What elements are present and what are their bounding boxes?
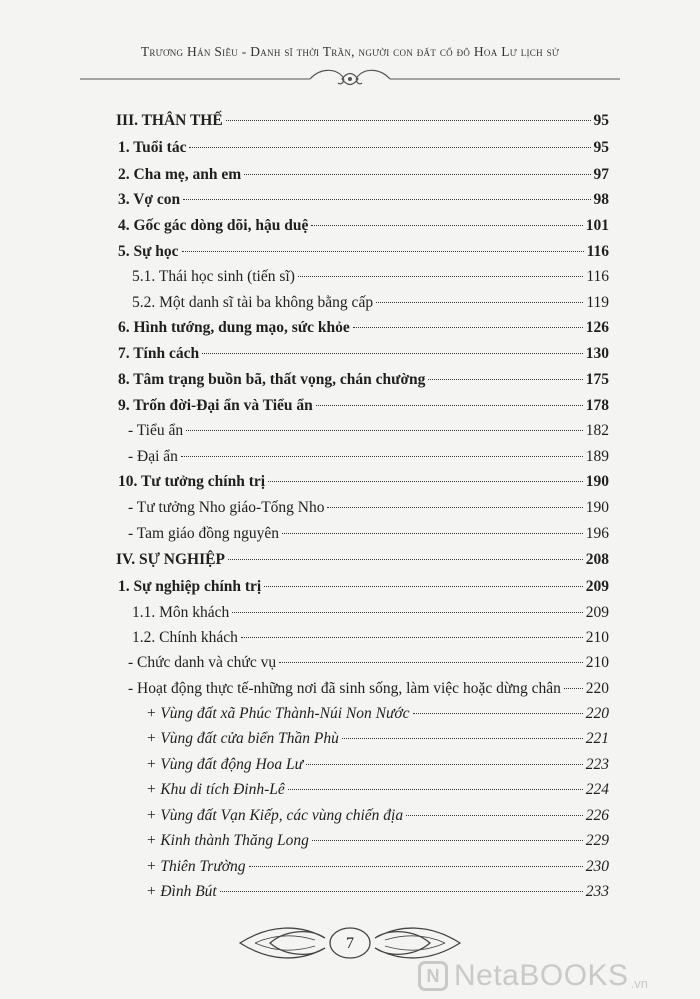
toc-entry — [146, 881, 609, 903]
toc-entry-page: 208 — [585, 551, 609, 568]
toc-entry-title: + Vùng đất Vạn Kiếp, các vùng chiến địa — [146, 807, 404, 824]
toc-entry-title: - Tư tưởng Nho giáo-Tống Nho — [128, 499, 325, 516]
toc-entry-title: IV. SỰ NGHIỆP — [116, 551, 225, 568]
toc-entry — [118, 395, 609, 417]
toc-entry — [146, 805, 609, 827]
toc-entry — [118, 215, 609, 237]
toc-entry-title: - Hoạt động thực tế-những nơi đã sinh sống, làm việc hoặc dừng chân — [128, 680, 561, 697]
dot-leader — [264, 586, 583, 587]
toc-entry-title: - Đại ẩn — [128, 448, 178, 465]
dot-leader — [189, 147, 590, 148]
dot-leader — [220, 891, 583, 892]
toc-entry-title: + Vùng đất động Hoa Lư — [146, 756, 304, 773]
toc-entry-page: 221 — [585, 730, 609, 747]
toc-entry-page: 95 — [593, 112, 609, 129]
dot-leader — [241, 637, 583, 638]
toc-entry — [118, 471, 609, 493]
toc-entry-title: - Tam giáo đồng nguyên — [128, 525, 280, 542]
toc-entry — [118, 343, 609, 365]
toc-entry-page: 209 — [585, 604, 609, 621]
toc-entry-page: 119 — [586, 294, 609, 311]
page-number: 7 — [346, 935, 354, 952]
dot-leader — [228, 559, 583, 560]
toc-entry — [118, 137, 609, 159]
dot-leader — [244, 174, 590, 175]
dot-leader — [232, 612, 582, 613]
dot-leader — [316, 405, 583, 406]
dot-leader — [428, 379, 582, 380]
toc-entry — [146, 830, 609, 852]
table-of-contents — [0, 108, 700, 908]
toc-entry-page: 116 — [586, 268, 609, 285]
toc-entry-title: 4. Gốc gác dòng dõi, hậu duệ — [118, 217, 309, 234]
dot-leader — [288, 789, 583, 790]
toc-entry-title: 6. Hình tướng, dung mạo, sức khỏe — [118, 319, 350, 336]
toc-entry-page: 233 — [585, 883, 609, 900]
dot-leader — [406, 815, 583, 816]
toc-entry — [128, 420, 609, 442]
toc-entry — [146, 856, 609, 878]
toc-entry-page: 126 — [585, 319, 609, 336]
dot-leader — [181, 456, 583, 457]
dot-leader — [202, 353, 583, 354]
toc-entry-title: + Thiên Trường — [146, 858, 246, 875]
toc-entry-page: 101 — [585, 217, 609, 234]
toc-entry-title: 1.2. Chính khách — [132, 629, 238, 646]
toc-entry-title: - Tiểu ẩn — [128, 422, 184, 439]
toc-entry-title: 8. Tâm trạng buồn bã, thất vọng, chán chường — [118, 371, 426, 388]
dot-leader — [353, 327, 583, 328]
toc-entry-page: 210 — [585, 654, 609, 671]
toc-entry-title: 5.2. Một danh sĩ tài ba không bằng cấp — [132, 294, 374, 311]
toc-entry-title: + Vùng đất cửa biển Thần Phù — [146, 730, 339, 747]
toc-entry-page: 223 — [585, 756, 609, 773]
toc-entry-title: + Đình Bút — [146, 883, 217, 900]
toc-entry-page: 226 — [585, 807, 609, 824]
dot-leader — [182, 251, 584, 252]
running-title: Trương Hán Siêu - Danh sĩ thời Trần, người con đất cố đô Hoa Lư lịch sử — [140, 44, 560, 59]
watermark-brand: NetaBOOKS — [454, 959, 629, 992]
toc-entry-title: + Kinh thành Thăng Long — [146, 832, 309, 849]
toc-entry — [146, 779, 609, 801]
toc-entry — [118, 369, 609, 391]
toc-entry — [118, 189, 609, 211]
toc-entry — [128, 446, 609, 468]
toc-entry-title: - Chức danh và chức vụ — [128, 654, 277, 671]
toc-entry — [132, 602, 609, 624]
toc-entry-page: 190 — [585, 499, 609, 516]
dot-leader — [312, 840, 583, 841]
dot-leader — [306, 764, 583, 765]
toc-entry-page: 95 — [593, 139, 609, 156]
toc-entry-page: 220 — [585, 705, 609, 722]
toc-entry-page: 229 — [585, 832, 609, 849]
toc-entry-page: 189 — [585, 448, 609, 465]
toc-entry-page: 210 — [585, 629, 609, 646]
toc-entry-title: + Khu di tích Đinh-Lê — [146, 781, 285, 798]
header-ornament — [80, 66, 620, 92]
toc-entry-title: 2. Cha mẹ, anh em — [118, 166, 242, 183]
dot-leader — [282, 533, 583, 534]
dot-leader — [279, 662, 583, 663]
toc-entry-page: 220 — [585, 680, 609, 697]
toc-entry-page: 190 — [585, 473, 609, 490]
netabooks-logo-icon: N — [418, 961, 448, 991]
dot-leader — [298, 276, 583, 277]
toc-entry-title: + Vùng đất xã Phúc Thành-Núi Non Nước — [146, 705, 410, 722]
dot-leader — [186, 430, 583, 431]
toc-entry-title: 7. Tính cách — [118, 345, 200, 362]
toc-entry — [132, 292, 609, 314]
toc-entry-page: 178 — [585, 397, 609, 414]
dot-leader — [226, 120, 591, 121]
toc-entry-page: 97 — [593, 166, 609, 183]
toc-entry — [118, 576, 609, 598]
toc-entry-title: 5. Sự học — [118, 243, 179, 260]
toc-entry-title: 10. Tư tưởng chính trị — [118, 473, 266, 490]
dot-leader — [564, 688, 583, 689]
toc-entry — [116, 549, 609, 571]
toc-entry — [128, 497, 609, 519]
toc-entry-title: 1. Tuổi tác — [118, 139, 187, 156]
dot-leader — [342, 738, 583, 739]
toc-entry-page: 224 — [585, 781, 609, 798]
toc-entry-page: 182 — [585, 422, 609, 439]
toc-entry — [128, 523, 609, 545]
toc-entry — [128, 678, 609, 700]
toc-entry — [118, 241, 609, 263]
toc-entry-page: 196 — [585, 525, 609, 542]
toc-entry — [132, 266, 609, 288]
toc-entry-page: 130 — [585, 345, 609, 362]
toc-entry-title: 1. Sự nghiệp chính trị — [118, 578, 262, 595]
toc-entry-title: 5.1. Thái học sinh (tiến sĩ) — [132, 268, 295, 285]
toc-entry — [118, 317, 609, 339]
toc-entry-title: 9. Trốn đời-Đại ẩn và Tiểu ẩn — [118, 397, 313, 414]
toc-entry-page: 175 — [585, 371, 609, 388]
toc-entry — [146, 728, 609, 750]
toc-entry — [116, 110, 609, 132]
dot-leader — [249, 866, 583, 867]
dot-leader — [311, 225, 582, 226]
toc-entry — [132, 627, 609, 649]
watermark-suffix: .vn — [630, 975, 648, 991]
toc-entry — [128, 652, 609, 674]
dot-leader — [327, 507, 582, 508]
dot-leader — [376, 302, 583, 303]
watermark — [418, 958, 648, 994]
toc-entry — [118, 164, 609, 186]
toc-entry-title: 1.1. Môn khách — [132, 604, 230, 621]
toc-entry-page: 98 — [593, 191, 609, 208]
toc-entry-title: 3. Vợ con — [118, 191, 181, 208]
dot-leader — [413, 713, 583, 714]
toc-entry — [146, 754, 609, 776]
toc-entry-title: III. THÂN THẾ — [116, 112, 223, 129]
toc-entry — [146, 703, 609, 725]
toc-entry-page: 116 — [586, 243, 609, 260]
dot-leader — [268, 481, 583, 482]
toc-entry-page: 230 — [585, 858, 609, 875]
toc-entry-page: 209 — [585, 578, 609, 595]
dot-leader — [183, 199, 590, 200]
